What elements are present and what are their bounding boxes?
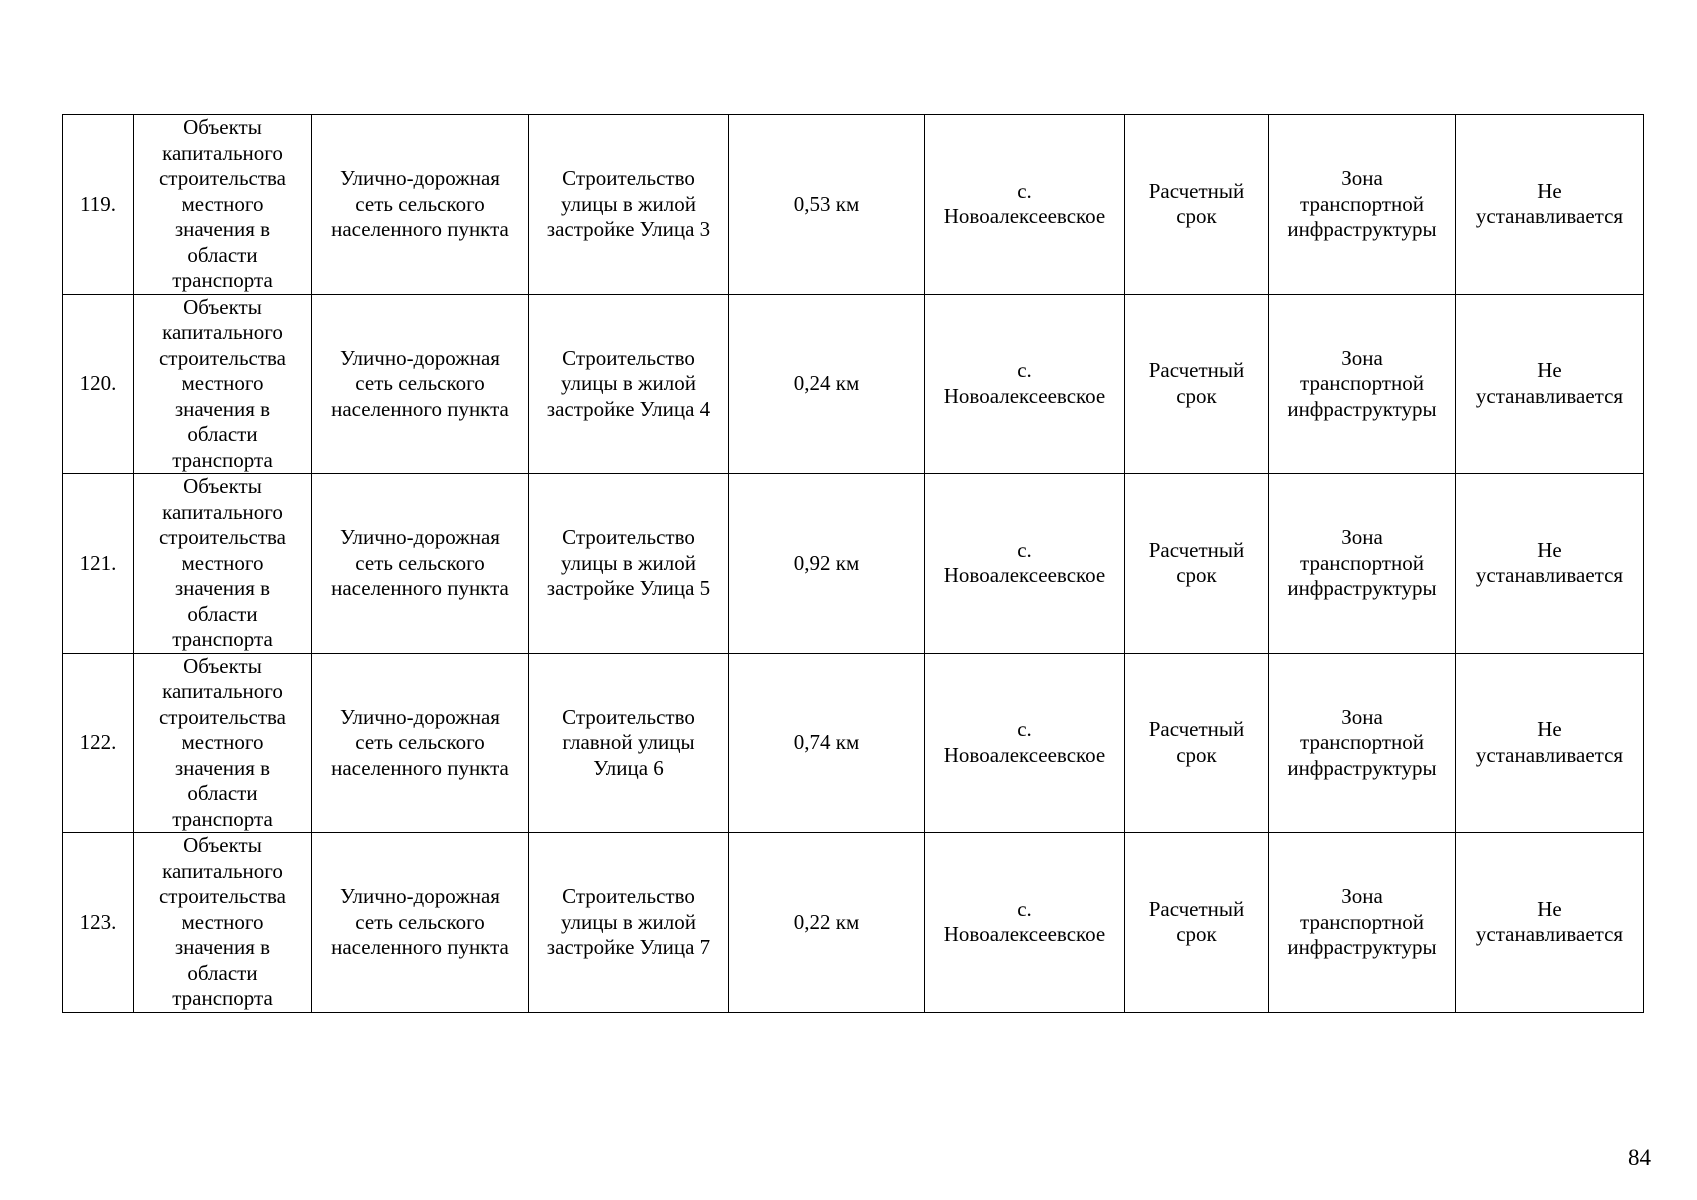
object-category: Объекты капитального строительства местного значения в области транспорта [158, 474, 286, 651]
object-category-cell [134, 833, 312, 1013]
location: с. Новоалексеевское [943, 537, 1106, 588]
object-name: Строительство улицы в жилой застройке Улица 3 [546, 166, 711, 241]
row-number: 122. [79, 730, 117, 754]
length-value: 0,22 км [793, 909, 860, 934]
length-cell [729, 474, 925, 654]
term: Расчетный срок [1148, 178, 1245, 229]
protection-zone: Не устанавливается [1475, 178, 1624, 229]
object-name: Строительство улицы в жилой застройке Улица 4 [546, 345, 711, 421]
row-number: 119. [80, 191, 116, 216]
zone-cell [1269, 653, 1456, 833]
term: Расчетный срок [1148, 537, 1245, 588]
protection-zone: Не устанавливается [1475, 537, 1624, 588]
zone: Зона транспортной инфраструктуры [1287, 345, 1437, 421]
term-cell [1125, 115, 1269, 295]
object-category: Объекты капитального строительства местного значения в области транспорта [158, 833, 286, 1010]
protection-zone-cell [1456, 653, 1644, 833]
table-row [63, 833, 1644, 1013]
object-name-cell [529, 833, 729, 1013]
location-cell [925, 115, 1125, 295]
length-cell [729, 653, 925, 833]
length-value: 0,74 км [793, 730, 860, 754]
zone-cell [1269, 294, 1456, 474]
table-row [63, 115, 1644, 295]
object-category-cell [134, 474, 312, 654]
row-number-cell [63, 115, 134, 295]
object-name: Строительство улицы в жилой застройке Улица 5 [546, 525, 711, 600]
protection-zone: Не устанавливается [1475, 717, 1624, 767]
term-cell [1125, 653, 1269, 833]
row-number: 121. [79, 550, 117, 575]
term-cell [1125, 833, 1269, 1013]
object-type: Улично-дорожная сеть сельского населенного пункта [331, 884, 509, 959]
object-category: Объекты капитального строительства местного значения в области транспорта [158, 115, 286, 292]
protection-zone: Не устанавливается [1475, 358, 1624, 408]
location-cell [925, 294, 1125, 474]
object-category-cell [134, 115, 312, 295]
table-row [63, 474, 1644, 654]
object-name-cell [529, 115, 729, 295]
zone: Зона транспортной инфраструктуры [1287, 704, 1437, 780]
object-name: Строительство улицы в жилой застройке Улица 7 [546, 884, 711, 959]
length-cell [729, 115, 925, 295]
zone-cell [1269, 115, 1456, 295]
object-type-cell [312, 294, 529, 474]
object-name-cell [529, 653, 729, 833]
object-type-cell [312, 115, 529, 295]
table-row [63, 294, 1644, 474]
table-row [63, 653, 1644, 833]
row-number-cell [63, 833, 134, 1013]
location: с. Новоалексеевское [943, 717, 1106, 767]
location-cell [925, 474, 1125, 654]
length-cell [729, 833, 925, 1013]
row-number: 123. [79, 909, 117, 934]
length-value: 0,53 км [793, 191, 860, 216]
row-number-cell [63, 653, 134, 833]
object-category-cell [134, 294, 312, 474]
protection-zone-cell [1456, 833, 1644, 1013]
object-category-cell [134, 653, 312, 833]
row-number-cell [63, 294, 134, 474]
location: с. Новоалексеевское [943, 178, 1106, 229]
object-type: Улично-дорожная сеть сельского населенного пункта [331, 166, 509, 241]
protection-zone-cell [1456, 474, 1644, 654]
zone: Зона транспортной инфраструктуры [1287, 884, 1437, 959]
object-name-cell [529, 294, 729, 474]
location-cell [925, 833, 1125, 1013]
object-type: Улично-дорожная сеть сельского населенного пункта [331, 345, 509, 421]
zone: Зона транспортной инфраструктуры [1287, 525, 1437, 600]
length-cell [729, 294, 925, 474]
object-name: Строительство главной улицы Улица 6 [562, 704, 695, 780]
object-type: Улично-дорожная сеть сельского населенного пункта [331, 704, 509, 780]
object-type: Улично-дорожная сеть сельского населенного пункта [331, 525, 509, 600]
zone-cell [1269, 833, 1456, 1013]
term: Расчетный срок [1148, 717, 1245, 767]
row-number: 120. [79, 371, 117, 395]
location: с. Новоалексеевское [943, 358, 1106, 408]
term: Расчетный срок [1148, 896, 1245, 947]
object-category: Объекты капитального строительства местного значения в области транспорта [158, 653, 286, 831]
protection-zone-cell [1456, 294, 1644, 474]
length-value: 0,92 км [793, 550, 860, 575]
protection-zone: Не устанавливается [1475, 896, 1624, 947]
page-number: 84 [1628, 1145, 1651, 1170]
objects-table [62, 114, 1644, 1013]
term: Расчетный срок [1148, 358, 1245, 408]
protection-zone-cell [1456, 115, 1644, 295]
location-cell [925, 653, 1125, 833]
object-type-cell [312, 653, 529, 833]
location: с. Новоалексеевское [943, 896, 1106, 947]
term-cell [1125, 294, 1269, 474]
zone: Зона транспортной инфраструктуры [1287, 166, 1437, 241]
object-type-cell [312, 474, 529, 654]
term-cell [1125, 474, 1269, 654]
length-value: 0,24 км [793, 371, 860, 395]
object-type-cell [312, 833, 529, 1013]
row-number-cell [63, 474, 134, 654]
object-category: Объекты капитального строительства местного значения в области транспорта [158, 294, 286, 472]
object-name-cell [529, 474, 729, 654]
zone-cell [1269, 474, 1456, 654]
